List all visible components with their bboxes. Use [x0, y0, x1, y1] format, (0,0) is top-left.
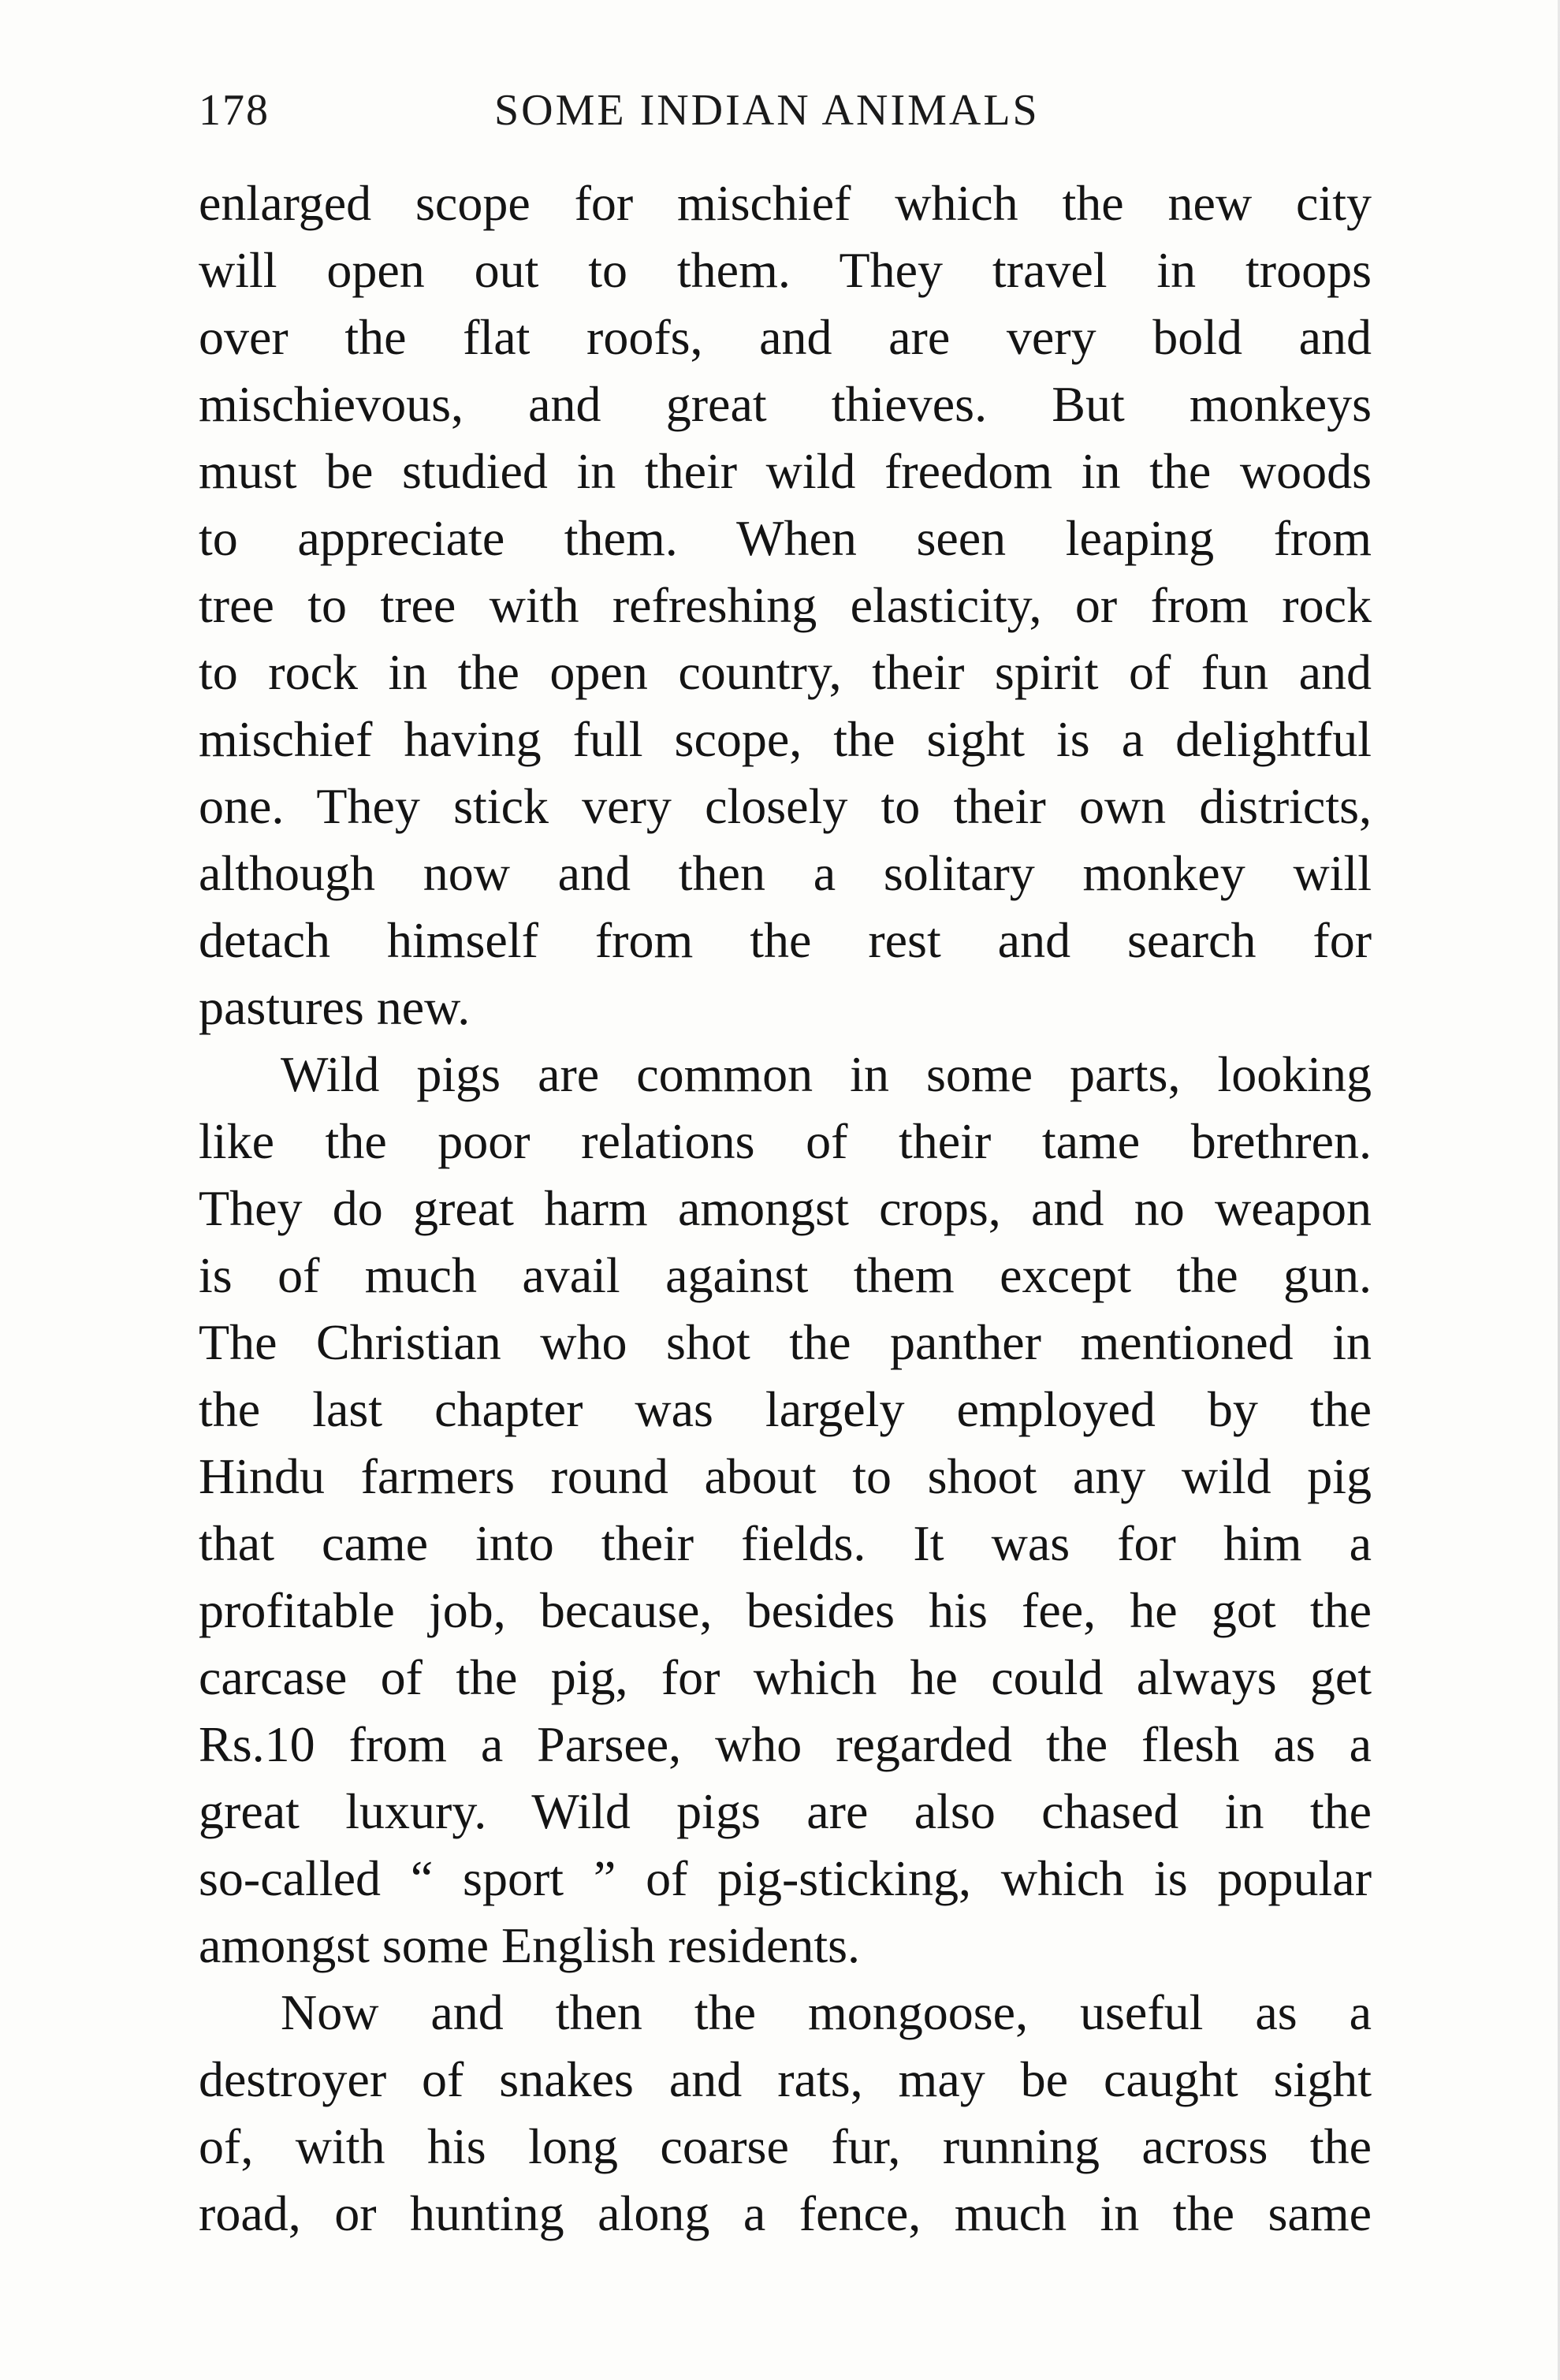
text-line: to appreciate them. When seen leaping from — [199, 510, 1372, 566]
paragraph-1 — [199, 169, 1372, 1041]
text-line: pastures new. — [199, 979, 471, 1035]
text-line: of, with his long coarse fur, running across the — [199, 2118, 1372, 2174]
paragraph-2 — [199, 1041, 1372, 1979]
text-line: although now and then a solitary monkey will — [199, 845, 1372, 901]
text-line: must be studied in their wild freedom in the woods — [199, 443, 1372, 499]
body-text — [199, 169, 1372, 2247]
text-line: The Christian who shot the panther mentioned in — [199, 1314, 1372, 1370]
text-line: is of much avail against them except the gun. — [199, 1247, 1372, 1303]
text-line: to rock in the open country, their spirit of fun and — [199, 644, 1372, 700]
text-line: carcase of the pig, for which he could always get — [199, 1649, 1372, 1705]
text-line: the last chapter was largely employed by the — [199, 1381, 1372, 1437]
text-line: enlarged scope for mischief which the new city — [199, 175, 1372, 231]
text-line: destroyer of snakes and rats, may be caught sight — [199, 2051, 1372, 2107]
text-line: that came into their fields. It was for him a — [199, 1515, 1372, 1571]
text-line: so-called “ sport ” of pig-sticking, which is popular — [199, 1850, 1372, 1906]
text-line: detach himself from the rest and search for — [199, 912, 1372, 968]
text-line: Rs.10 from a Parsee, who regarded the flesh as a — [199, 1716, 1372, 1772]
text-line: amongst some English residents. — [199, 1917, 861, 1973]
text-line: great luxury. Wild pigs are also chased in the — [199, 1783, 1372, 1839]
text-line: will open out to them. They travel in troops — [199, 242, 1372, 298]
text-line: mischief having full scope, the sight is a delightful — [199, 711, 1372, 767]
text-line: Hindu farmers round about to shoot any wild pig — [199, 1448, 1372, 1504]
running-title: SOME INDIAN ANIMALS — [494, 86, 1040, 135]
text-line: Wild pigs are common in some parts, looking — [281, 1046, 1372, 1102]
text-line: mischievous, and great thieves. But monkeys — [199, 376, 1372, 432]
text-line: profitable job, because, besides his fee, he got the — [199, 1582, 1372, 1638]
text-line: over the flat roofs, and are very bold and — [199, 309, 1372, 365]
text-line: one. They stick very closely to their own districts, — [199, 778, 1372, 834]
paragraph-3 — [199, 1979, 1372, 2247]
text-line: They do great harm amongst crops, and no weapon — [199, 1180, 1372, 1236]
text-line: tree to tree with refreshing elasticity, or from rock — [199, 577, 1372, 633]
text-line: road, or hunting along a fence, much in the same — [199, 2185, 1372, 2241]
text-line: like the poor relations of their tame brethren. — [199, 1113, 1372, 1169]
text-line: Now and then the mongoose, useful as a — [281, 1984, 1372, 2040]
page-number: 178 — [199, 86, 270, 135]
running-header — [199, 79, 1372, 142]
